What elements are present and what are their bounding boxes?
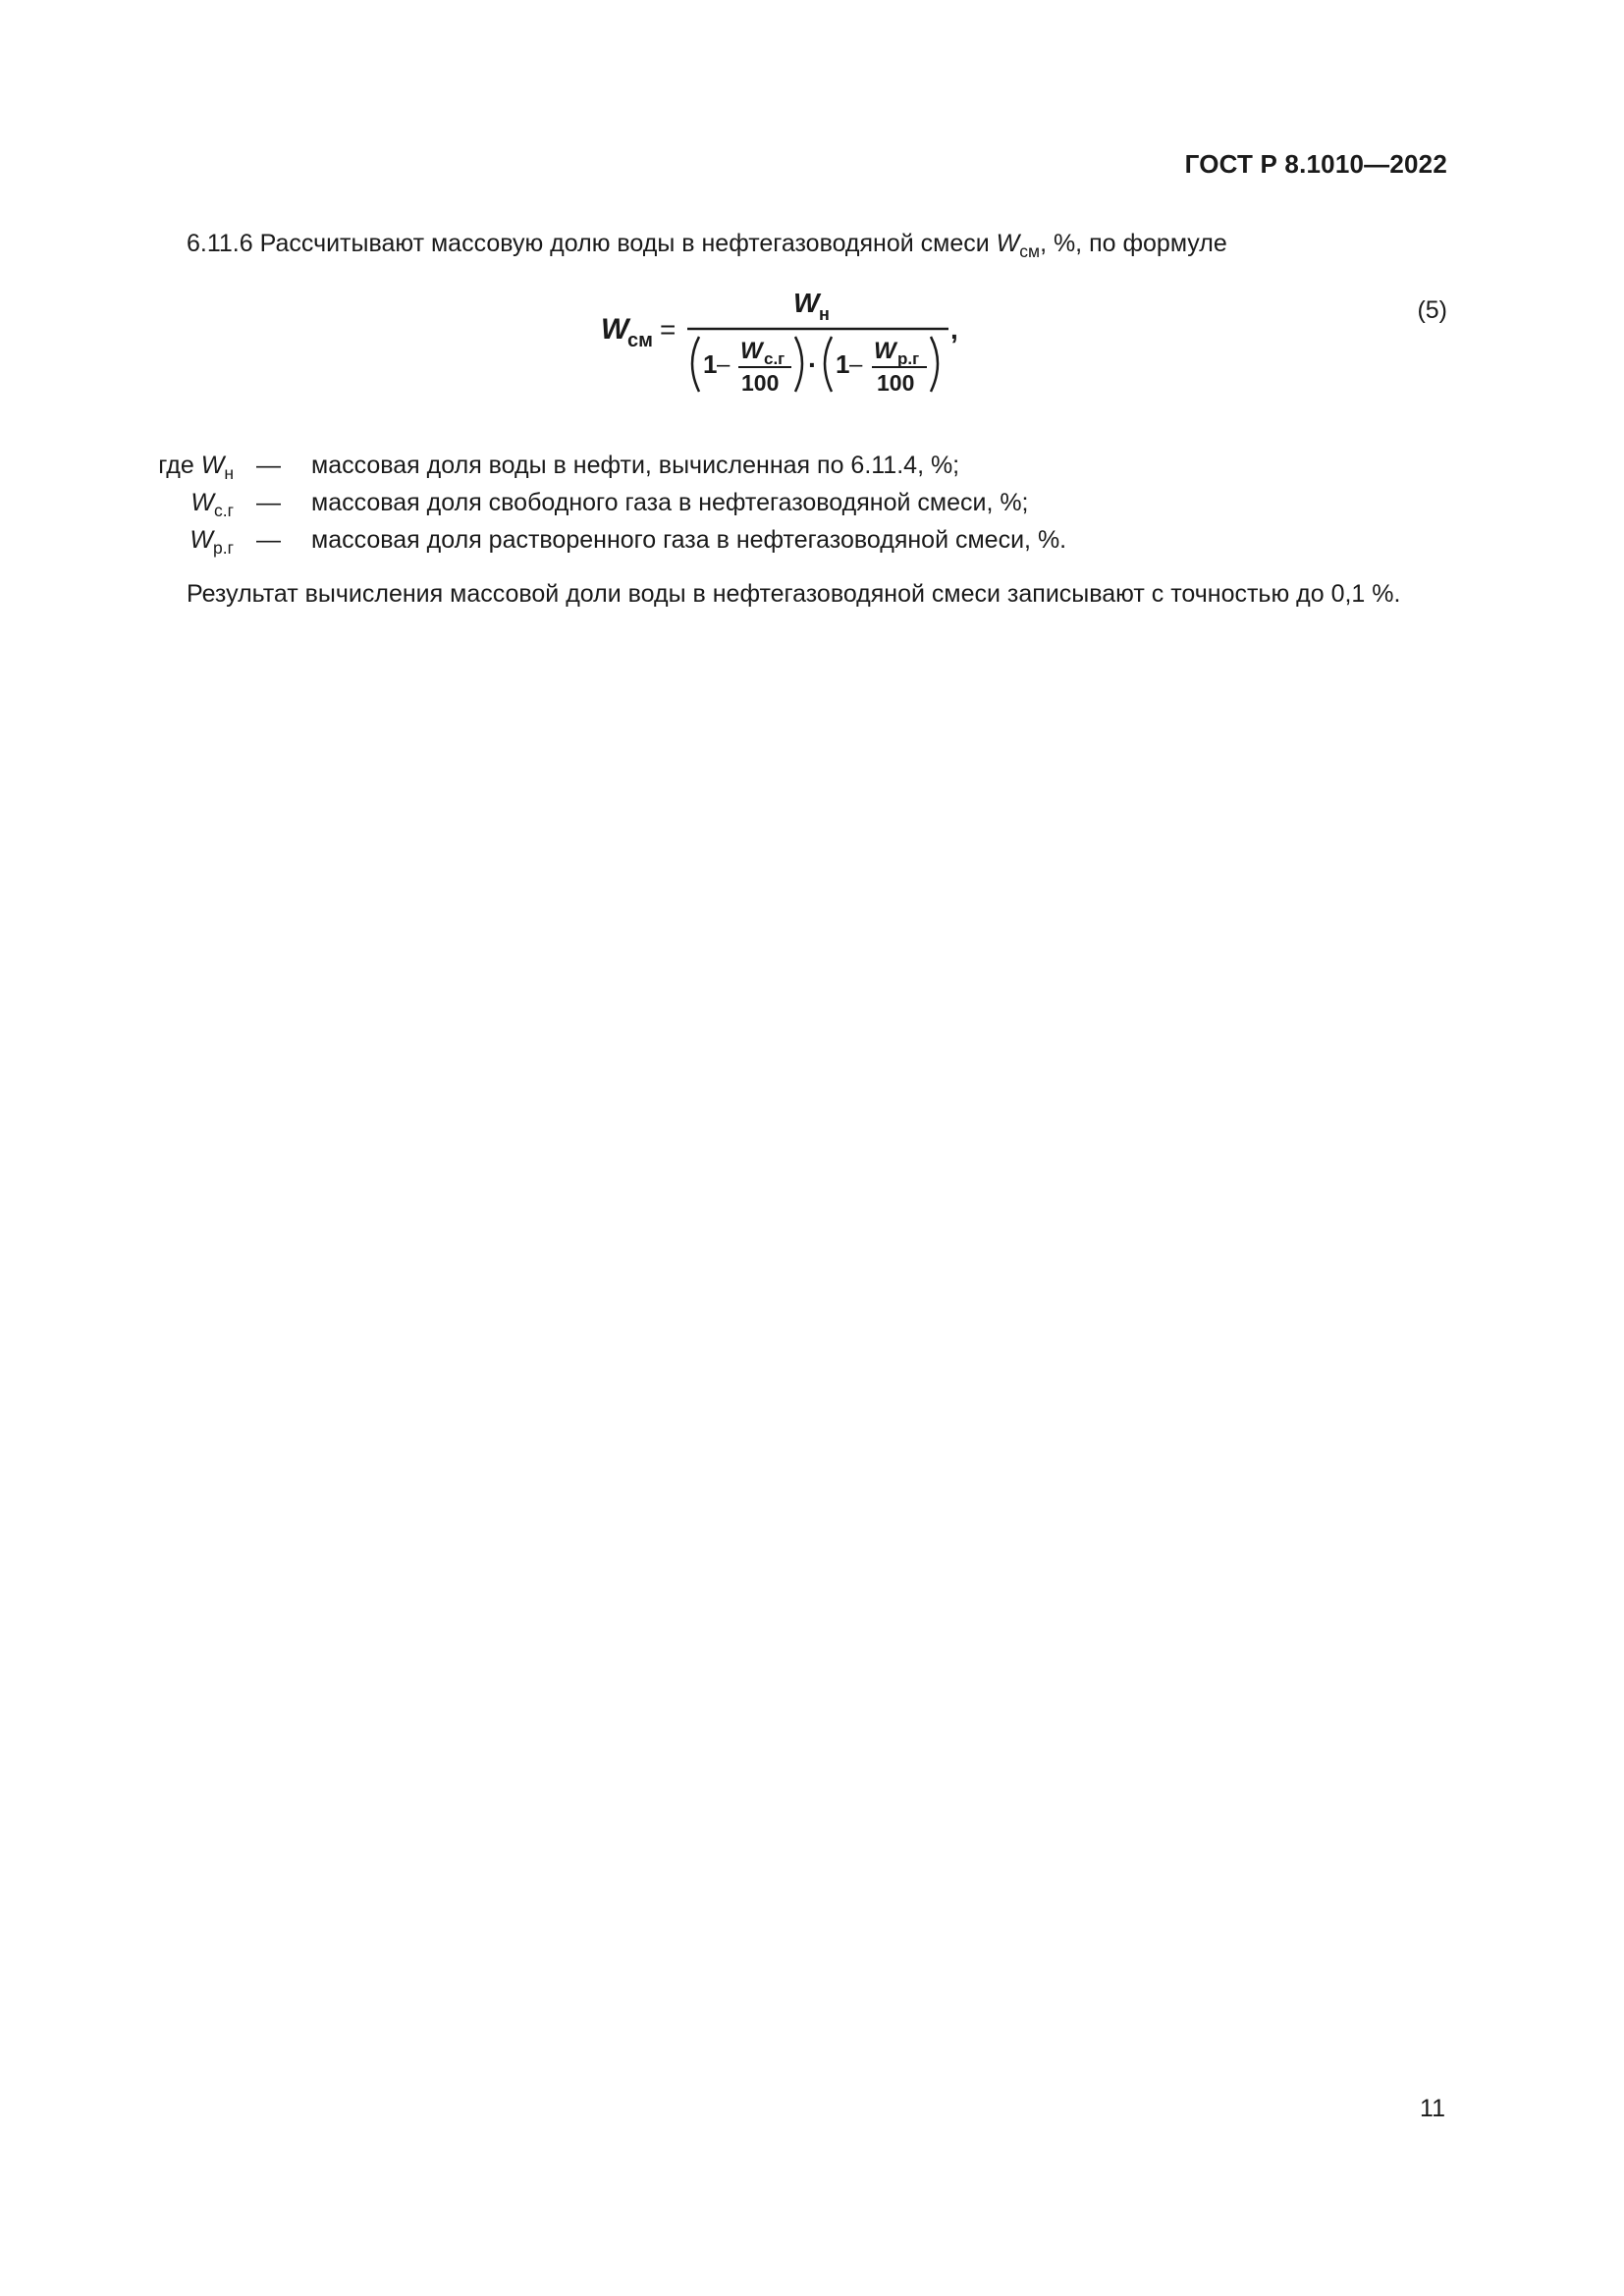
formula-paren-1-left [692, 337, 699, 392]
formula-hundred-2: 100 [877, 370, 915, 396]
formula-lhs-symbol: W [601, 313, 629, 346]
where-item-wrg [117, 521, 1472, 559]
formula-minus-2: – [849, 351, 863, 378]
formula-one-2: 1 [836, 349, 850, 379]
where-dash: — [256, 489, 281, 516]
formula-lhs-sub: см [627, 330, 653, 351]
formula-paren-2-left [825, 337, 832, 392]
clause-tail: , %, по формуле [1040, 230, 1227, 257]
where-item-wsg [117, 484, 1472, 521]
where-symbol-letter: W [189, 526, 214, 554]
where-list [117, 447, 1472, 559]
clause-6-11-6 [117, 225, 1447, 262]
formula-num-symbol: W [793, 288, 820, 318]
where-symbol [117, 447, 234, 484]
formula-paren-1-right [795, 337, 802, 392]
formula-equals: = [660, 314, 677, 345]
where-symbol-sub: р.г [213, 538, 234, 559]
where-symbol-letter: W [190, 489, 214, 516]
clause-symbol-subscript: см [1019, 241, 1041, 262]
formula-num-sub: н [819, 304, 830, 324]
where-item-wn [117, 447, 1472, 484]
formula-paren-2-right [931, 337, 938, 392]
where-dash: — [256, 526, 281, 554]
where-description: массовая доля воды в нефти, вычисленная по 6.11.4, %; [311, 452, 960, 479]
where-symbol-sub: с.г [214, 501, 234, 521]
where-symbol-letter: W [200, 452, 225, 479]
result-paragraph: Результат вычисления массовой доли воды в нефтегазоводяной смеси записывают с точностью до 0,1 %. [187, 580, 1401, 608]
formula-dot: · [808, 349, 818, 380]
page-number: 11 [1420, 2095, 1445, 2122]
formula-hundred-1: 100 [741, 370, 780, 396]
where-symbol [117, 484, 234, 521]
formula-trailing-comma: , [950, 314, 958, 345]
where-symbol-sub: н [224, 463, 234, 484]
where-dash: — [256, 452, 281, 479]
formula-term1-symbol: W [740, 338, 763, 364]
document-code: ГОСТ Р 8.1010—2022 [1184, 149, 1447, 179]
formula-5 [601, 280, 974, 407]
formula-term1-sub: с.г [764, 349, 785, 368]
formula-term2-sub: р.г [897, 349, 920, 368]
where-prefix: где [158, 452, 201, 479]
clause-text: 6.11.6 Рассчитывают массовую долю воды в нефтегазоводяной смеси [187, 230, 997, 257]
formula-term2-symbol: W [874, 338, 896, 364]
where-description: массовая доля свободного газа в нефтегазоводяной смеси, %; [311, 489, 1029, 516]
formula-number: (5) [1417, 296, 1447, 324]
clause-symbol: W [996, 230, 1020, 257]
where-description: массовая доля растворенного газа в нефтегазоводяной смеси, %. [311, 526, 1067, 554]
where-symbol [117, 521, 234, 559]
formula-minus-1: – [717, 351, 731, 378]
formula-one-1: 1 [703, 349, 718, 379]
